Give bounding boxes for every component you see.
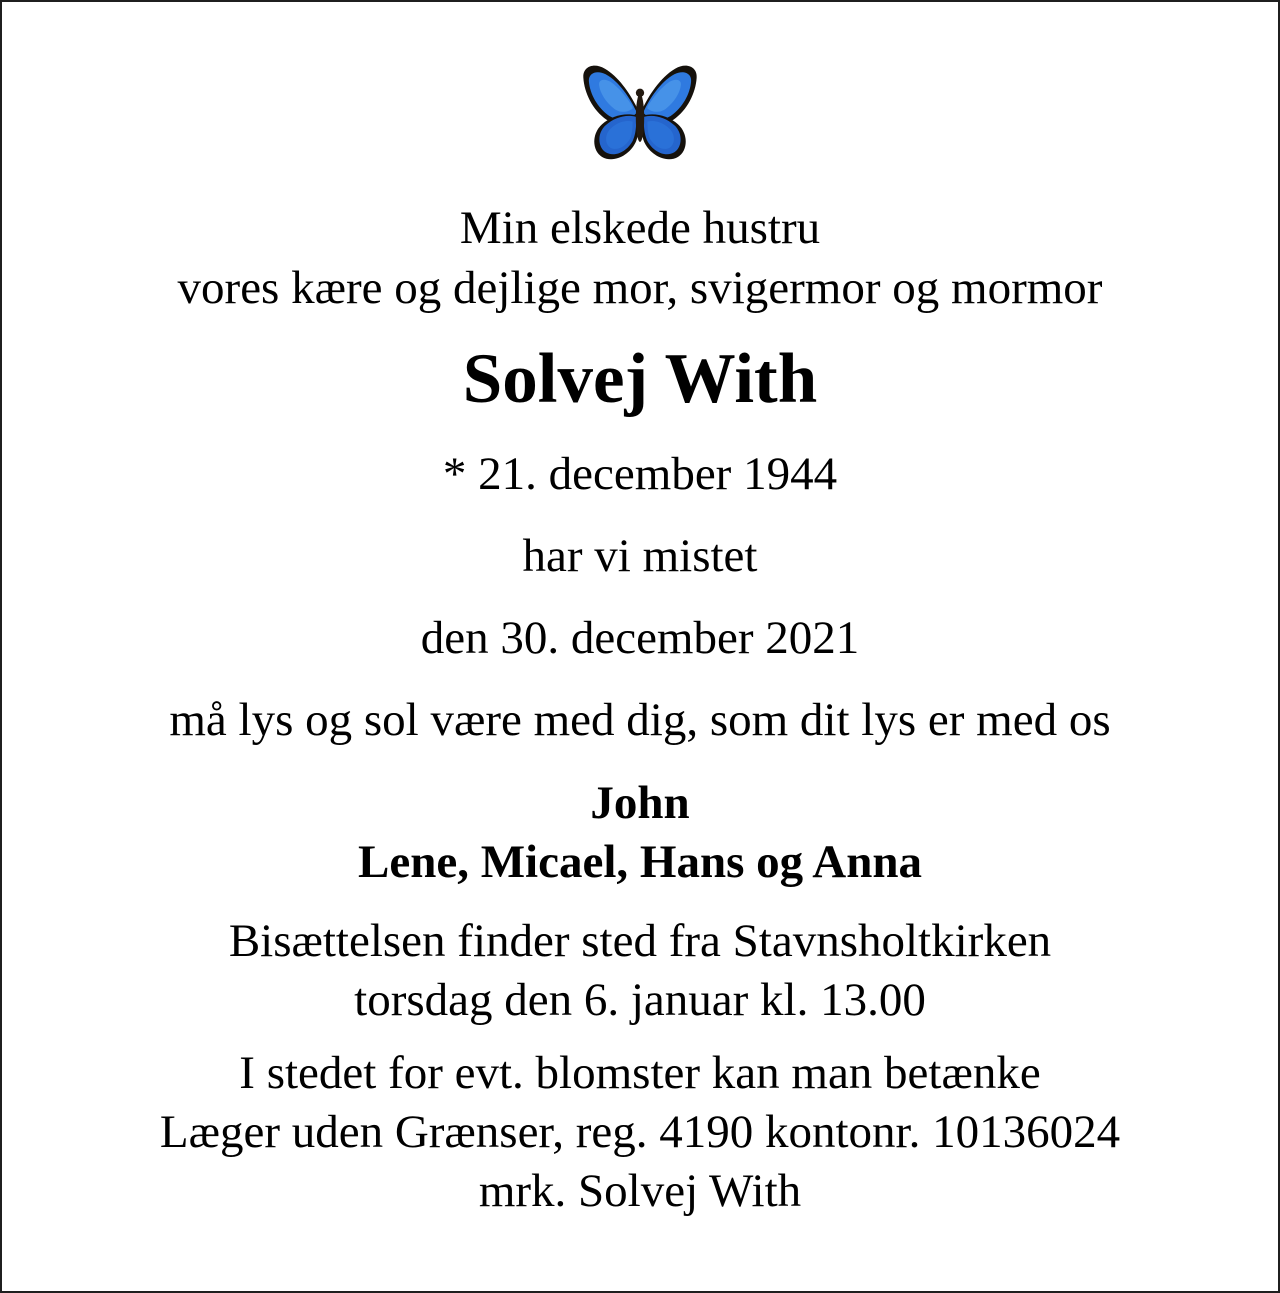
obituary-notice	[2, 2, 1278, 1221]
ceremony-line-1: Bisættelsen finder sted fra Stavnsholtkirken	[228, 915, 1052, 967]
verse-line: må lys og sol være med dig, som dit lys er med os	[169, 694, 1111, 746]
butterfly-body	[636, 94, 644, 142]
family-line-2: Lene, Micael, Hans og Anna	[357, 836, 923, 888]
intro-line-1: Min elskede hustru	[459, 202, 821, 254]
family-names	[2, 774, 1278, 892]
donation-line-1: I stedet for evt. blomster kan man betænke	[239, 1047, 1041, 1099]
family-line-1: John	[590, 777, 690, 829]
ceremony-line-2: torsdag den 6. januar kl. 13.00	[354, 974, 926, 1026]
death-date-line: den 30. december 2021	[420, 612, 860, 664]
intro-lines	[2, 198, 1278, 318]
donation-info	[2, 1044, 1278, 1221]
deceased-name: Solvej With	[462, 340, 818, 418]
ceremony-info	[2, 912, 1278, 1030]
donation-line-2: Læger uden Grænser, reg. 4190 kontonr. 10136024	[159, 1106, 1121, 1158]
butterfly-icon	[575, 58, 705, 174]
intro-line-2: vores kære og dejlige mor, svigermor og mormor	[177, 262, 1103, 314]
loss-line: har vi mistet	[522, 530, 758, 582]
birth-date-line: * 21. december 1944	[442, 448, 838, 500]
donation-line-3: mrk. Solvej With	[478, 1165, 802, 1217]
